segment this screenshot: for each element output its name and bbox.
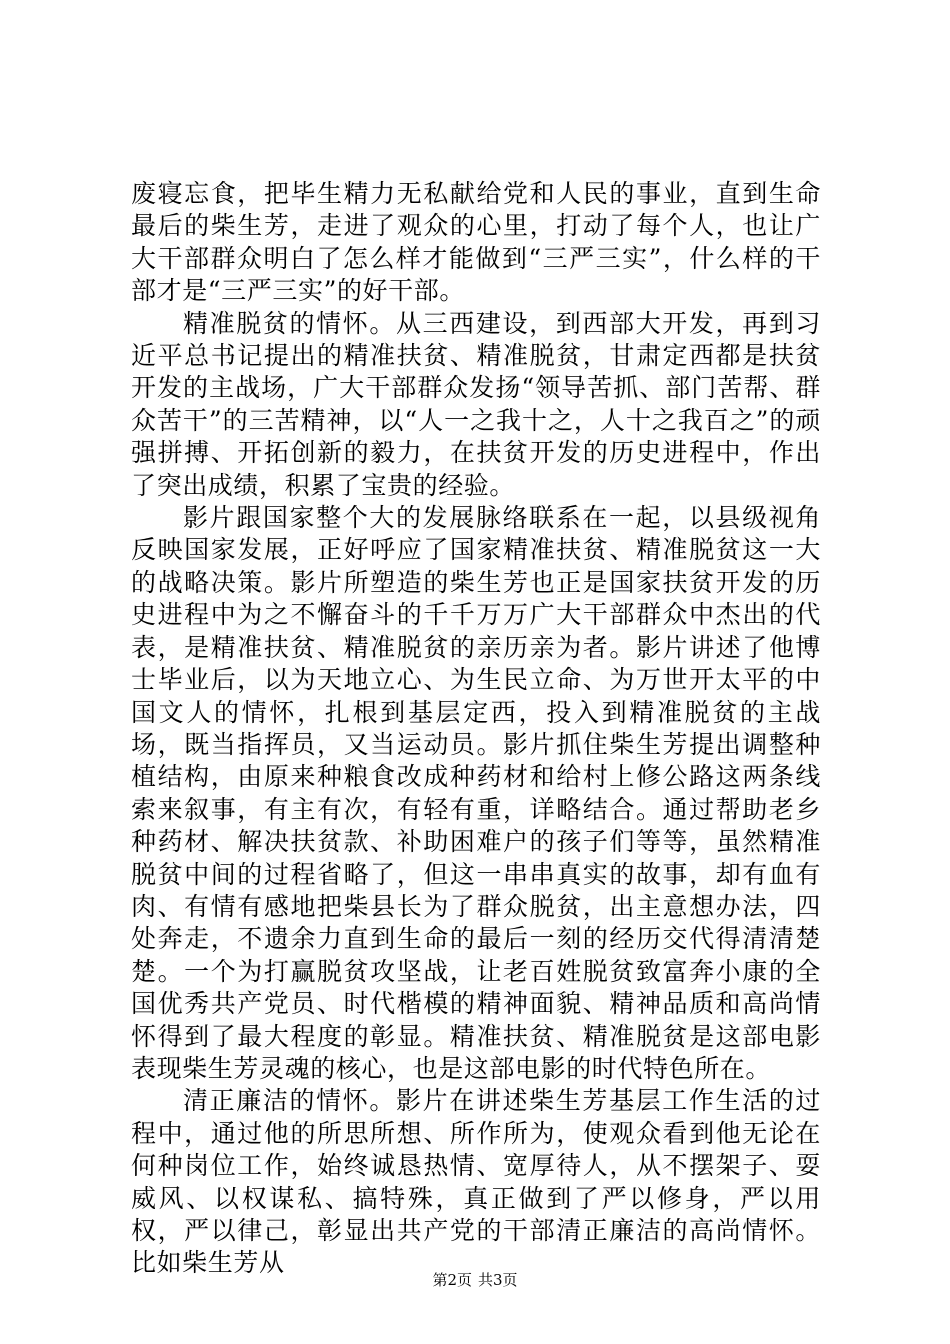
- page-total-label: 共3页: [478, 1271, 518, 1289]
- document-body: [131, 178, 821, 1280]
- paragraph-3: 影片跟国家整个大的发展脉络联系在一起，以县级视角反映国家发展，正好呼应了国家精准扶贫、精准脱贫这一大的战略决策。影片所塑造的柴生芳也正是国家扶贫开发的历史进程中为之不懈奋斗的千千万万广大干部群众中杰出的代表，是精准扶贫、精准脱贫的亲历亲为者。影片讲述了他博士毕业后，以为天地立心、为生民立命、为万世开太平的中国文人的情怀，扎根到基层定西，投入到精准脱贫的主战场，既当指挥员，又当运动员。影片抓住柴生芳提出调整种植结构，由原来种粮食改成种药材和给村上修公路这两条线索来叙事，有主有次，有轻有重，详略结合。通过帮助老乡种药材、解决扶贫款、补助困难户的孩子们等等，虽然精准脱贫中间的过程省略了，但这一串串真实的故事，却有血有肉、有情有感地把柴县长为了群众脱贫，出主意想办法，四处奔走，不遗余力直到生命的最后一刻的经历交代得清清楚楚。一个为打赢脱贫攻坚战，让老百姓脱贫致富奔小康的全国优秀共产党员、时代楷模的精神面貌、精神品质和高尚情怀得到了最大程度的彰显。精准扶贫、精准脱贫是这部电影表现柴生芳灵魂的核心，也是这部电影的时代特色所在。: [131, 503, 821, 1083]
- paragraph-4: 清正廉洁的情怀。影片在讲述柴生芳基层工作生活的过程中，通过他的所思所想、所作所为，使观众看到他无论在何种岗位工作，始终诚恳热情、宽厚待人，从不摆架子、耍威风、以权谋私、搞特殊，真正做到了严以修身，严以用权，严以律己，彰显出共产党的干部清正廉洁的高尚情怀。比如柴生芳从: [131, 1086, 821, 1278]
- paragraph-2: 精准脱贫的情怀。从三西建设，到西部大开发，再到习近平总书记提出的精准扶贫、精准脱贫，甘肃定西都是扶贫开发的主战场，广大干部群众发扬“领导苦抓、部门苦帮、群众苦干”的三苦精神，以“人一之我十之，人十之我百之”的顽强拼搏、开拓创新的毅力，在扶贫开发的历史进程中，作出了突出成绩，积累了宝贵的经验。: [131, 308, 821, 500]
- paragraph-1: 废寝忘食，把毕生精力无私献给党和人民的事业，直到生命最后的柴生芳，走进了观众的心里，打动了每个人，也让广大干部群众明白了怎么样才能做到“三严三实”，什么样的干部才是“三严三实”的好干部。: [131, 179, 821, 306]
- page-footer: [0, 1270, 950, 1290]
- page-number-label: 第2页: [432, 1271, 472, 1289]
